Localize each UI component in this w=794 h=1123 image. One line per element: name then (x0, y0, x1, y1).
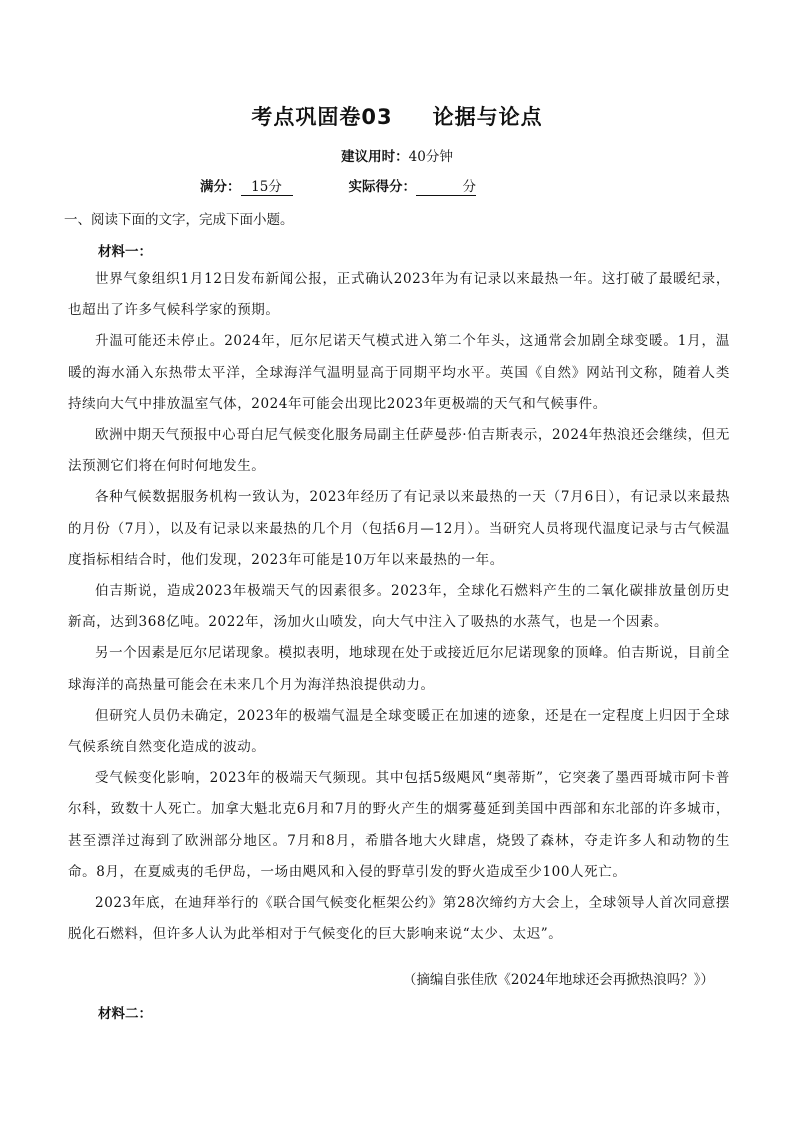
title-exam-number: 考点巩固卷03 (251, 105, 393, 129)
material-one-heading: 材料一： (98, 244, 152, 260)
full-score-label: 满分： (200, 179, 241, 195)
actual-score-label: 实际得分： (348, 179, 416, 195)
paragraph: 升温可能还未停止。2024年，厄尔尼诺天气模式进入第二个年头，这通常会加剧全球变暖。1月，温暖的海水涌入东热带太平洋，全球海洋气温明显高于同期平均水平。英国《自然》网站刊文称，随着人类持续向大气中排放温室气体，2024年可能会出现比2023年更极端的天气和气候事件。 (68, 333, 730, 412)
paragraph: 世界气象组织1月12日发布新闻公报，正式确认2023年为有记录以来最热一年。这打破了最暖纪录，也超出了许多气候科学家的预期。 (68, 271, 730, 319)
paragraph: 另一个因素是厄尔尼诺现象。模拟表明，地球现在处于或接近厄尔尼诺现象的顶峰。伯吉斯说，目前全球海洋的高热量可能会在未来几个月为海洋热浪提供动力。 (68, 645, 730, 693)
full-score-value: 15分 (241, 180, 293, 196)
paragraph: 欧洲中期天气预报中心哥白尼气候变化服务局副主任萨曼莎·伯吉斯表示，2024年热浪还会继续，但无法预测它们将在何时何地发生。 (68, 427, 730, 475)
paragraph: 各种气候数据服务机构一致认为，2023年经历了有记录以来最热的一天（7月6日），有记录以来最热的月份（7月），以及有记录以来最热的几个月（包括6月—12月）。当研究人员将现代温度记录与古气候温度指标相结合时，他们发现，2023年可能是10万年以来最热的一年。 (68, 489, 730, 568)
paragraph: 伯吉斯说，造成2023年极端天气的因素很多。2023年，全球化石燃料产生的二氧化碳排放量创历史新高，达到368亿吨。2022年，汤加火山喷发，向大气中注入了吸热的水蒸气，也是一个因素。 (68, 583, 730, 631)
material-one-body (68, 264, 730, 950)
paragraph: 2023年底，在迪拜举行的《联合国气候变化框架公约》第28次缔约方大会上，全球领导人首次同意摆脱化石燃料，但许多人认为此举相对于气候变化的巨大影响来说“太少、太迟”。 (68, 895, 730, 943)
score-line (200, 175, 600, 196)
page-title (0, 101, 794, 131)
material-two-heading: 材料二： (98, 1006, 152, 1022)
time-label: 建议用时： (341, 149, 409, 165)
time-value: 40分钟 (408, 149, 453, 165)
title-topic: 论据与论点 (432, 105, 543, 129)
paragraph: 受气候变化影响，2023年的极端天气频现。其中包括5级飓风“奥蒂斯”，它突袭了墨西哥城市阿卡普尔科，致数十人死亡。加拿大魁北克6月和7月的野火产生的烟雾蔓延到美国中西部和东北部的许多城市，甚至漂洋过海到了欧洲部分地区。7月和8月，希腊各地大火肆虐，烧毁了森林，夺走许多人和动物的生命。8月，在夏威夷的毛伊岛，一场由飓风和入侵的野草引发的野火造成至少100人死亡。 (68, 770, 730, 880)
suggested-time (0, 145, 794, 165)
paragraph: 但研究人员仍未确定，2023年的极端气温是全球变暖正在加速的迹象，还是在一定程度上归因于全球气候系统自然变化造成的波动。 (68, 707, 730, 756)
material-one-source: （摘编自张佳欣《2024年地球还会再掀热浪吗？》） (402, 972, 714, 988)
question-instruction: 一、阅读下面的文字，完成下面小题。 (64, 212, 294, 228)
actual-score-blank: 分 (416, 180, 476, 196)
